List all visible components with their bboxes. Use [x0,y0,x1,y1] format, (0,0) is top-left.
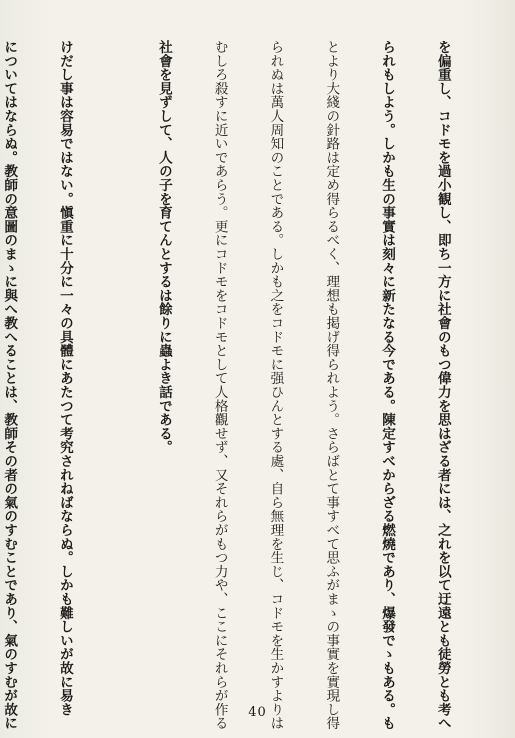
text-line: 社會を見ずして、人の子を育てんとするは餘りに蟲よき話である。 [155,40,172,454]
paragraph-gap [111,40,117,690]
text-line: けだし事は容易ではない。愼重に十分に一々の具體にあたつて考究されねばならぬ。しかも難しいが故に易き [56,40,73,717]
text-line: を偏重し、コドモを過小観し、即ち一方に社會のもつ偉力を思はざる者には、之れを以て迂遠とも徒勞とも考へ [434,40,451,730]
page-number: 40 [248,705,267,720]
text-line: むしろ殺すに近いであらう。更にコドモをコドモとして人格觀せず、又それらがもつ力や、ここにそれらが作る [211,40,228,730]
text-line: られぬは萬人周知のことである。しかも之をコドモに强ひんとする處、自ら無理を生じ、コドモを生かすよりは [267,40,284,730]
text-line: とより大綫の針路は定め得らるべく、理想も掲げ得られよう。さらばとて事すべて思ふがまゝの事實を實現し得 [323,40,340,730]
text-line: についてはならぬ。教師の意圖のまゝに與へ教へることは、教師その者の氣のすむことであり、氣のすむが故に [1,40,18,730]
text-line: られもしよう。しかも生の事實は刻々に新たなる今である。陳定すべからざる燃燒であり、爆發でゝもある。も [379,40,396,730]
